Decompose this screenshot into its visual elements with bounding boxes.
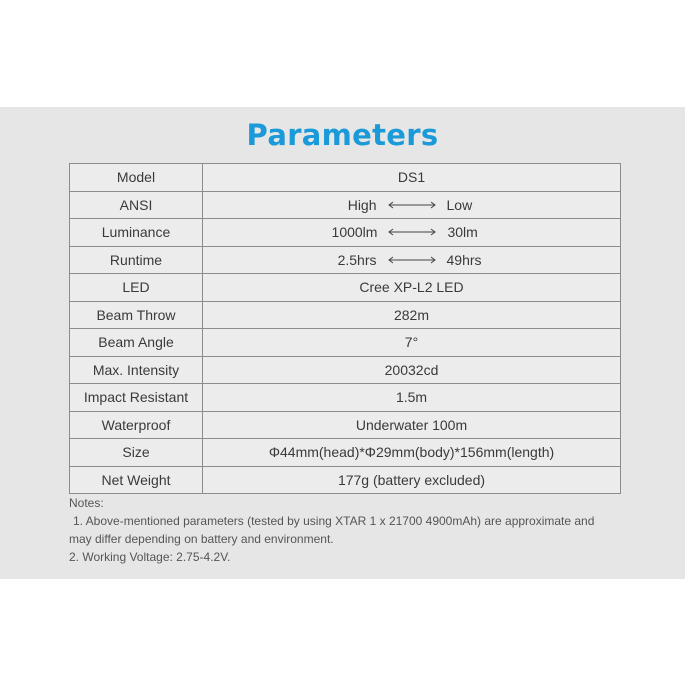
note-2: 2. Working Voltage: 2.75-4.2V. xyxy=(69,550,231,564)
row-label: Beam Throw xyxy=(70,301,203,329)
range-start: 1000lm xyxy=(331,224,378,241)
table-row xyxy=(70,164,621,192)
row-value: Cree XP-L2 LED xyxy=(203,274,621,302)
row-value-range xyxy=(203,219,621,247)
row-value: 20032cd xyxy=(203,356,621,384)
parameters-table xyxy=(69,163,621,494)
row-value: 1.5m xyxy=(203,384,621,412)
table-row xyxy=(70,439,621,467)
note-1-line-1: 1. Above-mentioned parameters (tested by using XTAR 1 x 21700 4900mAh) are approximate and xyxy=(73,514,595,528)
row-value: DS1 xyxy=(203,164,621,192)
notes-heading: Notes: xyxy=(69,496,104,510)
double-arrow-icon xyxy=(387,200,437,210)
row-label: Net Weight xyxy=(70,466,203,494)
note-1-line-2: may differ depending on battery and environment. xyxy=(69,532,334,546)
range-end: 30lm xyxy=(447,224,478,241)
row-label: Waterproof xyxy=(70,411,203,439)
range-end: Low xyxy=(446,196,473,213)
row-label: Impact Resistant xyxy=(70,384,203,412)
table-row xyxy=(70,329,621,357)
row-label: ANSI xyxy=(70,191,203,219)
row-value: 282m xyxy=(203,301,621,329)
table-row xyxy=(70,384,621,412)
table-row xyxy=(70,301,621,329)
row-label: Luminance xyxy=(70,219,203,247)
notes-section xyxy=(69,494,649,566)
table-row xyxy=(70,191,621,219)
table-row xyxy=(70,411,621,439)
range-start: 2.5hrs xyxy=(337,251,377,268)
row-value: 7° xyxy=(203,329,621,357)
double-arrow-icon xyxy=(387,227,437,237)
row-value-range xyxy=(203,246,621,274)
double-arrow-icon xyxy=(387,255,437,265)
range-end: 49hrs xyxy=(446,251,482,268)
table-row xyxy=(70,246,621,274)
row-label: Size xyxy=(70,439,203,467)
table-row xyxy=(70,356,621,384)
row-value: Underwater 100m xyxy=(203,411,621,439)
range-start: High xyxy=(347,196,377,213)
row-label: LED xyxy=(70,274,203,302)
row-label: Beam Angle xyxy=(70,329,203,357)
row-label: Max. Intensity xyxy=(70,356,203,384)
table-row xyxy=(70,466,621,494)
page-title: Parameters xyxy=(246,118,439,152)
row-value: Φ44mm(head)*Φ29mm(body)*156mm(length) xyxy=(203,439,621,467)
table-row xyxy=(70,274,621,302)
row-value-range xyxy=(203,191,621,219)
row-value: 177g (battery excluded) xyxy=(203,466,621,494)
table-row xyxy=(70,219,621,247)
row-label: Runtime xyxy=(70,246,203,274)
row-label: Model xyxy=(70,164,203,192)
